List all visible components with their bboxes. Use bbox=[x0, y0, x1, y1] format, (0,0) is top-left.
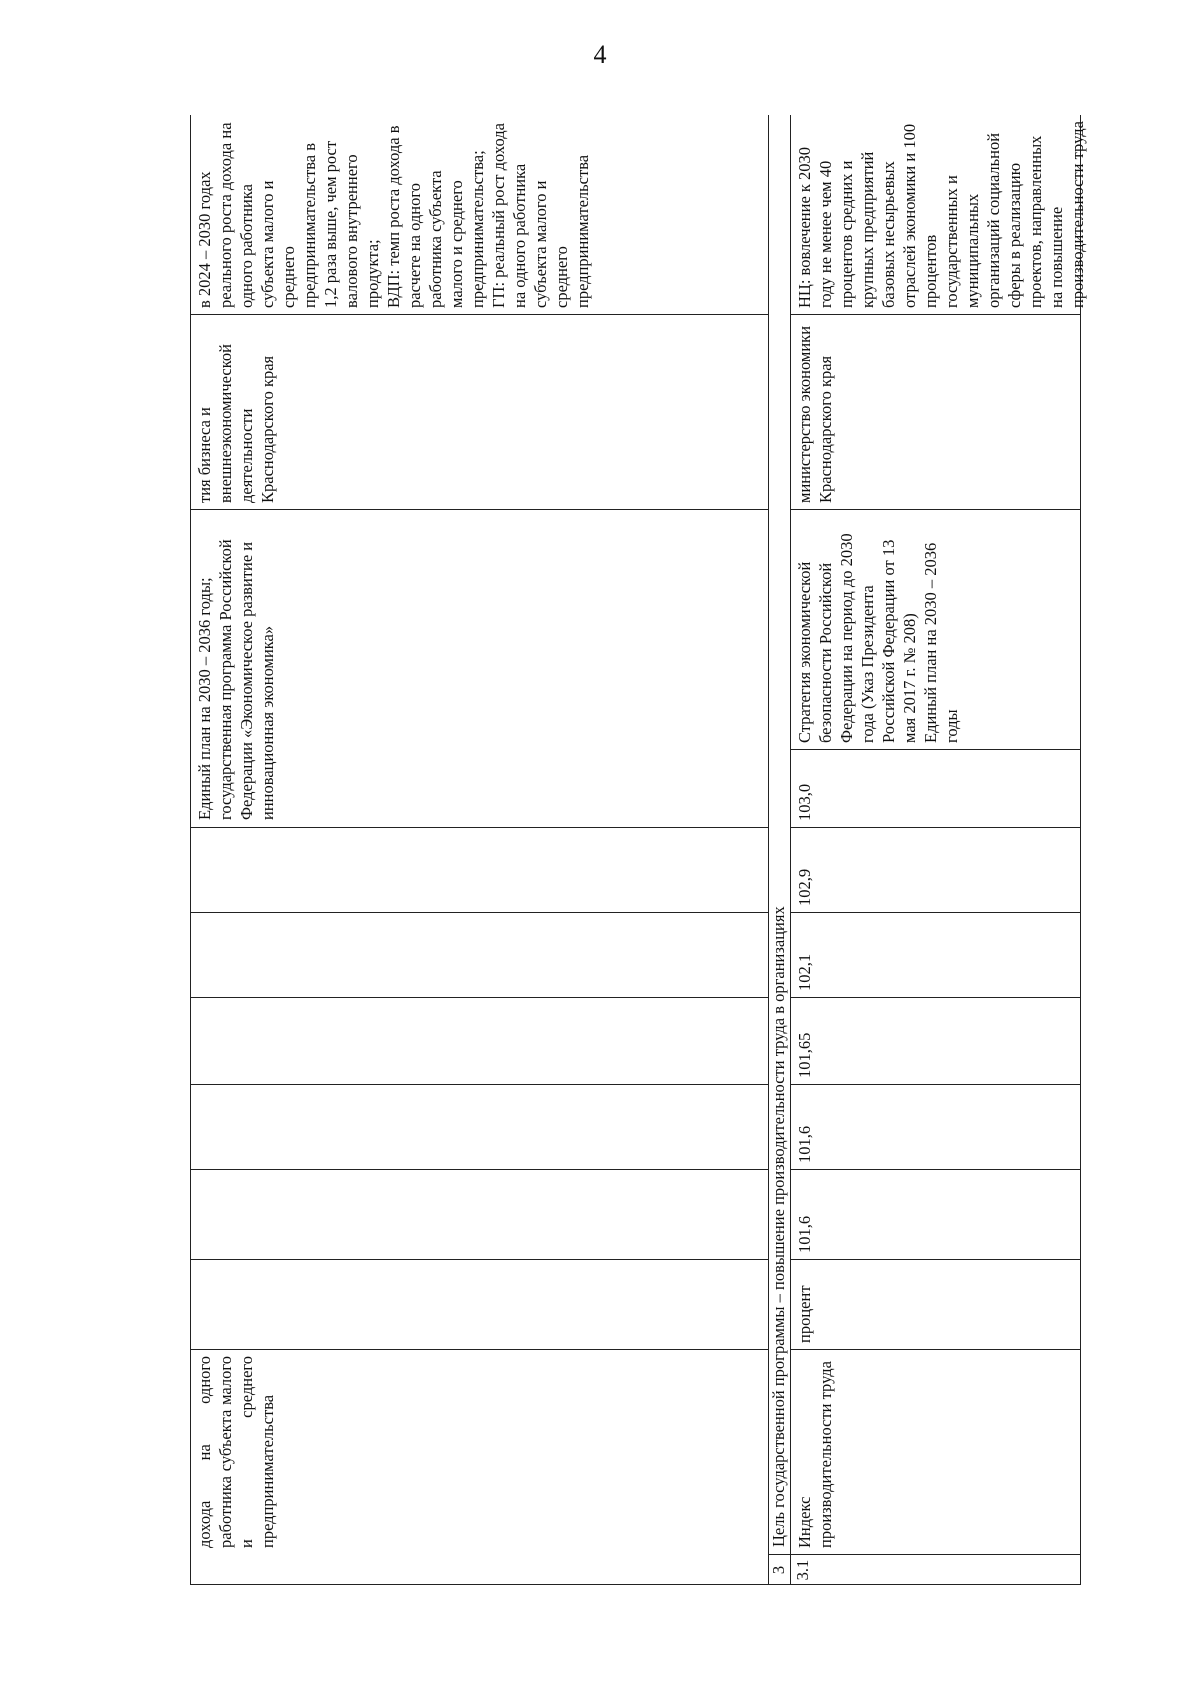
col-divider-11b bbox=[790, 314, 1080, 315]
table-divider-section-title bbox=[790, 115, 791, 1585]
page-number: 4 bbox=[593, 40, 607, 69]
col-divider-4 bbox=[190, 1169, 768, 1170]
row3-1-unit: процент bbox=[795, 1285, 814, 1343]
row3-1-value-3: 101,65 bbox=[795, 1032, 814, 1078]
row3-1-value-2: 101,6 bbox=[795, 1125, 814, 1163]
col-divider-11 bbox=[190, 314, 768, 315]
row2-indicator-name: дохода на одного работника субъекта малого и среднего предпринимательства bbox=[195, 1356, 277, 1548]
row3-1-sources: Стратегия экономической безопасности Российской Федерации на период до 2030 года (Указ Президента Российской Федерации от 13 мая 2017 г. № 208) Единый план на 2030 – 2036 годы bbox=[795, 533, 961, 743]
col-divider-3 bbox=[190, 1259, 768, 1260]
row2-note: в 2024 – 2030 годах реального роста дохода на одного работника субъекта малого и среднего предпринимательства в 1,2 раза выше, чем рост валового внутреннего продукта; ВДП: темп роста дохода в расчете на одного работника субъекта малого и среднего предпринимательства; ГП: реальный рост дохода на одного работника субъекта малого и среднего предпринимательства bbox=[195, 122, 592, 308]
row3-1-number: 3.1 bbox=[793, 1559, 812, 1581]
section3-title: Цель государственной программы – повышение производительности труда в организациях bbox=[769, 906, 788, 1547]
col-divider-6 bbox=[190, 997, 768, 998]
table-border-top bbox=[190, 115, 191, 1585]
row3-1-value-5: 102,9 bbox=[795, 868, 814, 906]
col-divider-10 bbox=[190, 509, 768, 510]
col-divider-5 bbox=[190, 1084, 768, 1085]
col-divider-8 bbox=[190, 827, 768, 828]
row3-1-indicator-name: Индекс производительности труда bbox=[795, 1360, 835, 1548]
table-border-bottom bbox=[1080, 115, 1081, 1585]
row2-responsible: тия бизнеса и внешнеэкономической деятельности Краснодарского края bbox=[195, 344, 277, 503]
row3-1-note: НЦ: вовлечение к 2030 году не менее чем 40 процентов средних и крупных предприятий базовых несырьевых отраслей экономики и 100 процентов государственных и муниципальных организаций социальной сферы в реализацию проектов, направленных на повышение производительности труда bbox=[795, 120, 1087, 308]
row3-1-responsible: министерство экономики Краснодарского края bbox=[795, 325, 835, 503]
col-divider-2b bbox=[790, 1349, 1080, 1350]
col-divider-7 bbox=[190, 912, 768, 913]
row3-1-value-1: 101,6 bbox=[795, 1215, 814, 1253]
row2-sources: Единый план на 2030 – 2036 годы; государственная программа Российской Федерации «Экономическое развитие и инновационная экономика» bbox=[195, 539, 277, 820]
row3-1-value-4: 102,1 bbox=[795, 953, 814, 991]
section3-number: 3 bbox=[769, 1565, 788, 1575]
col-divider-2 bbox=[190, 1349, 768, 1350]
row3-1-value-6: 103,0 bbox=[795, 783, 814, 821]
indicator-table bbox=[190, 115, 1087, 1585]
